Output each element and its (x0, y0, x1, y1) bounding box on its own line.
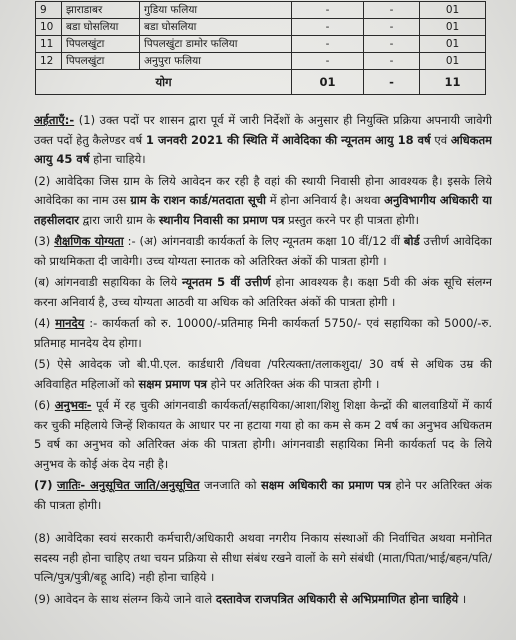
vacancy-table (35, 1, 486, 95)
cell-falia: अनुपुरा फलिया (140, 53, 292, 70)
cell-serial: 10 (36, 19, 62, 36)
total-col4: 01 (292, 70, 364, 95)
cell-col4: - (292, 2, 364, 19)
clause-6-number: (6) (34, 398, 51, 412)
cell-col4: - (292, 36, 364, 53)
clause-5-certificate: सक्षम प्रमाण पत्र (138, 376, 207, 391)
clause-8-paragraph (34, 529, 492, 588)
cell-col6: 01 (420, 53, 486, 70)
clause-7-number: (7) (34, 478, 53, 492)
clause-4-paragraph (34, 314, 492, 353)
clause-1-paragraph (34, 111, 492, 170)
clause-1-text: (1) उक्त पदों पर शासन द्वारा पूर्व में जारी निर्देशों के अनुसार ही नियुक्ति प्रक्रिया अपनायी जावेगी उक्त पदों हेतु कैलेण्डर वर्ष (34, 113, 492, 147)
clause-3-end: उत्तीर्ण आवेदिका को प्राथमिकता दी जावेगी। उच्च योग्यता स्नातक को अतिरिक्त अंकों की पात्रता होगी । (34, 234, 492, 268)
total-col6: 11 (420, 70, 486, 95)
clause-4-number: (4) (34, 316, 51, 330)
cell-col4: - (292, 53, 364, 70)
clause-2-text-2: में होना अनिवार्य है। अथवा (269, 193, 381, 207)
total-col5: - (364, 70, 420, 95)
honorarium-heading: मानदेय (55, 316, 85, 330)
qualifications-heading: अर्हताएँ:- (34, 113, 75, 127)
document-body (34, 111, 492, 611)
clause-7-certificate: सक्षम अधिकारी का प्रमाण पत्र (260, 478, 391, 492)
table-row (36, 2, 486, 19)
table-row (36, 19, 486, 36)
clause-2-ration-card: ग्राम के राशन कार्ड/मतदाता सूची (130, 193, 267, 207)
cell-col6: 01 (420, 36, 486, 53)
cell-village: पिपलखुंटा (62, 36, 140, 53)
cell-col6: 01 (420, 19, 486, 36)
clause-1-min-age: 1 जनवरी 2021 की स्थिति में आवेदिका की न्यूनतम आयु 18 वर्ष (145, 132, 431, 147)
cell-serial: 12 (36, 53, 62, 70)
cell-col5: - (364, 53, 420, 70)
clause-6-text: पूर्व में रह चुकी आंगनवाडी कार्यकर्ता/सहायिका/आशा/शिशु शिक्षा केन्द्रों की बालवाडियों में कार्य कर चुकी महिलाये जिन्हें शिकायत के आधार पर ना हटाया गया हो का कम से कम 2 वर्ष का अनुभव अधिकतम 5 वर्ष का अनुभव को अतिरिक्त अंक की पात्रता होगी। आंगनवाडी सहायिका मिनी कार्यकर्ता पद के लिये अनुभव के कोई अंक देय नही है। (34, 398, 492, 471)
cell-col4: - (292, 19, 364, 36)
clause-1-end: होना चाहिये। (93, 152, 146, 166)
clause-3-paragraph (34, 232, 492, 271)
clause-1-max-age: अधिकतम आयु 45 वर्ष (34, 132, 492, 166)
clause-7-text: जनजाति को (204, 478, 257, 492)
clause-6-paragraph (34, 396, 492, 474)
cell-village: झाराडाबर (62, 2, 140, 19)
clause-9-paragraph (34, 590, 492, 610)
clause-4-text: :- कार्यकर्ता को रु. 10000/-प्रतिमाह मिनी कार्यकर्ता 5750/- एवं सहायिका को 5000/-रु. प्रतिमाह मानदेय देय होगा। (34, 316, 492, 350)
experience-heading: अनुभवः- (54, 398, 92, 412)
clause-9-text: (9) आवेदन के साथ संलग्न किये जाने वाले (34, 591, 213, 606)
clause-3b-min-pass: न्यूनतम 5 वीं उत्तीर्ण (181, 275, 271, 289)
clause-3b-text: (ब) आंगनवाडी सहायिका के लिये (34, 275, 178, 289)
clause-3-board: बोर्ड (403, 234, 420, 248)
table-row (36, 36, 486, 53)
table-total-row (36, 70, 486, 95)
cell-serial: 11 (36, 36, 62, 53)
cell-col5: - (364, 2, 420, 19)
cell-village: पिपलखुंटा (62, 53, 140, 70)
clause-5-paragraph (34, 355, 492, 394)
clause-1-connector: एवं (434, 132, 448, 147)
clause-3-text: :- (अ) आंगनवाडी कार्यकर्ता के लिए न्यूनतम कक्षा 10 वीं/12 वीं (127, 234, 401, 248)
clause-3b-paragraph (34, 273, 492, 312)
clause-7-paragraph (34, 476, 492, 515)
cell-col5: - (364, 19, 420, 36)
clause-2-text-3: द्वारा जारी ग्राम के (82, 212, 156, 227)
clause-3b-end: होना आवश्यक है। कक्षा 5वी की अंक सूचि संलग्न करना अनिवार्य है, उच्च योग्यता आठवी या अधिक को अतिरिक्त अंकों की पात्रता होगी । (34, 275, 492, 309)
clause-5-text: (5) ऐसे आवेदक जो बी.पी.एल. कार्डधारी /विधवा /परित्यक्ता/तलाकशुदा/ 30 वर्ष से अधिक उम्र की अविवाहित महिलाओं को (34, 357, 492, 391)
clause-7-end: होने पर अतिरिक्त अंक की पात्रता होगी। (34, 478, 492, 512)
education-heading: शैक्षणिक योग्यता (54, 234, 124, 248)
cell-falia: बडा घोसलिया (140, 19, 292, 36)
clause-2-paragraph (34, 172, 492, 231)
clause-9-attestation: दस्तावेज राजपत्रित अधिकारी से अभिप्रमाणित होना चाहिये (215, 591, 459, 606)
clause-3-number: (3) (34, 234, 51, 248)
clause-2-text: (2) आवेदिका जिस ग्राम के लिये आवेदन कर रही है वहां की स्थायी निवासी होना आवश्यक है। इसके लिये आवेदिका का नाम उस (34, 173, 492, 207)
clause-9-end: । (461, 591, 467, 606)
table-row (36, 53, 486, 70)
caste-heading: जातिः- अनुसूचित जाति/अनुसूचित (57, 478, 200, 492)
clause-2-authority: अनुविभागीय अधिकारी या तहसीलदार (34, 193, 492, 227)
cell-village: बडा घोसलिया (62, 19, 140, 36)
clause-2-end: प्रस्तुत करने पर ही पात्रता होगी। (288, 212, 420, 227)
clause-5-end: होने पर अतिरिक्त अंक की पात्रता होगी । (210, 376, 380, 391)
clause-8-text: (8) आवेदिका स्वयं सरकारी कर्मचारी/अधिकारी अथवा नगरीय निकाय संस्थाओं की निर्वाचित अथवा मनोनित सदस्य नही होना चाहिए तथा चयन प्रक्रिया से सीधा संबंध रखने वालों के सगे संबंधी (माता/पिता/भाई/बहन/पति/पत्नि/पुत्र/पुत्री/बहू आदि) नही होना चाहिये । (34, 531, 492, 584)
clause-2-residence-certificate: स्थानीय निवासी का प्रमाण पत्र (158, 212, 285, 227)
total-label: योग (36, 70, 292, 95)
cell-falia: पिपलखुंटा डामोर फलिया (140, 36, 292, 53)
cell-falia: गुडिया फलिया (140, 2, 292, 19)
cell-serial: 9 (36, 2, 62, 19)
cell-col6: 01 (420, 2, 486, 19)
cell-col5: - (364, 36, 420, 53)
